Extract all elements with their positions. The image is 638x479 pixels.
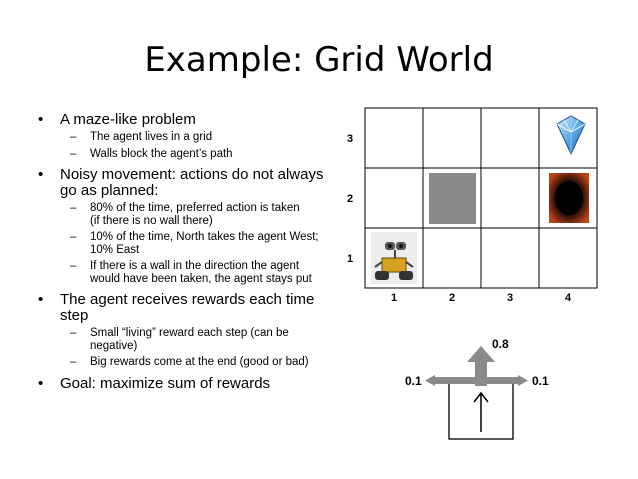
column-label: 4	[564, 292, 572, 304]
bullet-dot-icon: •	[38, 291, 44, 308]
west-probability: 0.1	[405, 374, 422, 388]
column-label: 2	[448, 292, 456, 304]
sub-bullet-item	[22, 327, 332, 352]
north-probability: 0.8	[492, 337, 509, 351]
dash-icon: –	[70, 356, 77, 368]
grid-cell	[539, 228, 597, 288]
grid-cell	[481, 108, 539, 168]
sub-bullet-item	[22, 356, 332, 369]
row-label: 3	[347, 133, 354, 145]
column-label: 3	[506, 292, 514, 304]
grid-cell	[365, 108, 423, 168]
sub-bullet-text: If there is a wall in the direction the agent would have been taken, the agent stays put	[90, 260, 312, 285]
sub-bullet-text: Walls block the agent’s path	[90, 147, 233, 160]
sub-bullet-text: 80% of the time, preferred action is taken (if there is no wall there)	[90, 202, 300, 227]
column-label: 1	[390, 292, 398, 304]
dash-icon: –	[70, 260, 77, 272]
sub-bullet-text: Big rewards come at the end (good or bad)	[90, 356, 309, 368]
dash-icon: –	[70, 231, 77, 243]
north-bar	[475, 360, 487, 386]
robot-icon	[371, 232, 417, 284]
bullet-dot-icon: •	[38, 166, 44, 183]
bullet-text: Noisy movement: actions do not always go as planned:	[60, 166, 324, 199]
bullet-list	[22, 112, 332, 395]
sub-bullet-text: Small “living” reward each step (can be negative)	[90, 327, 289, 352]
dash-icon: –	[70, 327, 77, 339]
sub-bullet-item	[22, 260, 332, 285]
bullet-item	[22, 167, 332, 199]
grid-cell	[481, 228, 539, 288]
dash-icon: –	[70, 131, 77, 143]
bullet-item	[22, 376, 332, 392]
sub-bullet-item	[22, 131, 332, 144]
sub-bullet-item	[22, 148, 332, 161]
wall-cell	[429, 173, 476, 224]
east-arrow-icon	[518, 375, 528, 386]
sub-bullet-text: The agent lives in a grid	[90, 131, 213, 143]
bullet-text: Goal: maximize sum of rewards	[60, 374, 271, 392]
sub-bullet-item	[22, 202, 332, 227]
action-noise-diagram	[405, 330, 565, 445]
grid-world-diagram	[335, 102, 625, 307]
grid-cell	[423, 108, 481, 168]
bullet-dot-icon: •	[38, 374, 44, 392]
grid-cell	[481, 168, 539, 228]
dash-icon: –	[70, 202, 77, 214]
dash-icon: –	[70, 147, 77, 160]
sub-bullet-item	[22, 231, 332, 256]
bullet-dot-icon: •	[38, 111, 44, 128]
west-arrow-icon	[425, 375, 435, 386]
grid-cell	[365, 168, 423, 228]
row-label: 1	[347, 253, 354, 265]
row-label: 2	[347, 193, 354, 205]
bullet-text: A maze-like problem	[60, 111, 196, 128]
north-arrow-icon	[467, 346, 495, 362]
bullet-item	[22, 112, 332, 128]
fire-pit-icon	[549, 173, 589, 223]
east-probability: 0.1	[532, 374, 549, 388]
sub-bullet-text: 10% of the time, North takes the agent West; 10% East	[90, 231, 319, 256]
bullet-item	[22, 292, 332, 324]
bullet-text: The agent receives rewards each time step	[60, 291, 315, 324]
grid-cell	[423, 228, 481, 288]
slide-title: Example: Grid World	[144, 40, 494, 80]
